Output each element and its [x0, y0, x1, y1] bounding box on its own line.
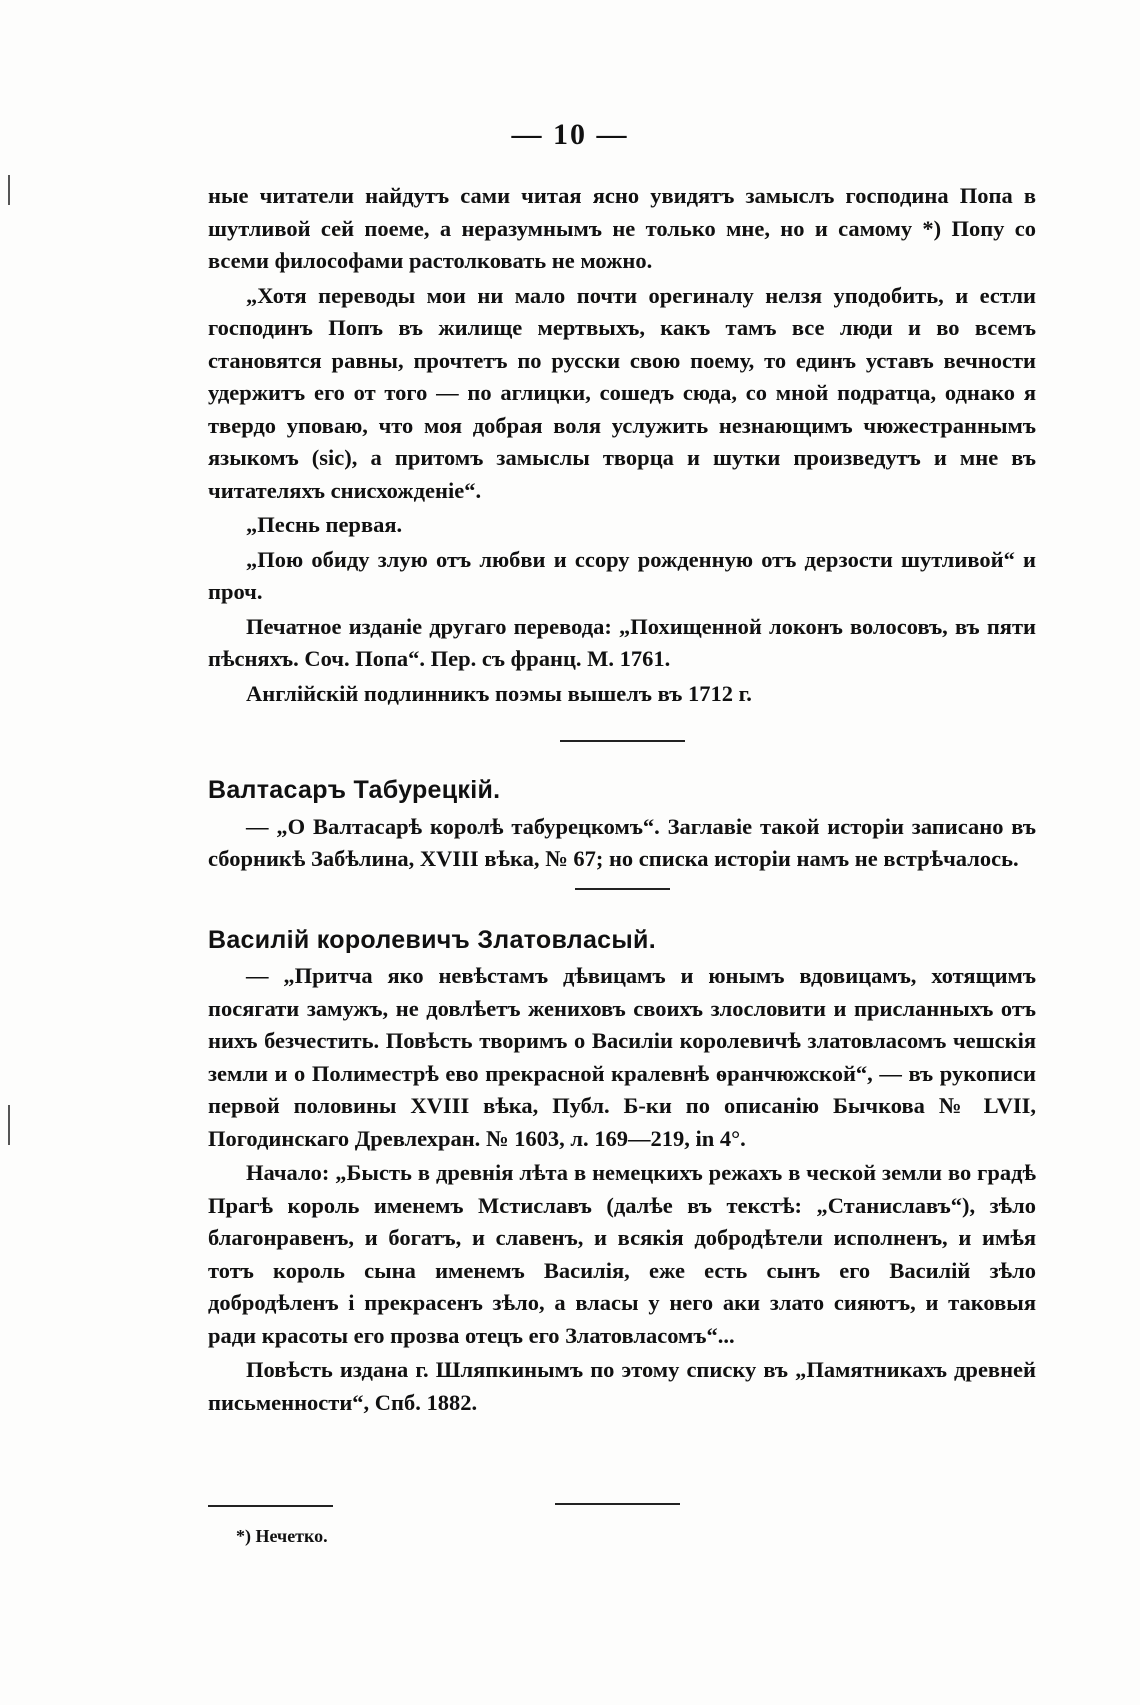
page-edge-mark [8, 1105, 10, 1145]
section-divider [560, 740, 685, 742]
body-paragraph: „Песнь первая. [246, 512, 403, 537]
section-heading: Василій королевичъ Златовласый. [208, 925, 656, 954]
page-number: — 10 — [511, 118, 629, 151]
body-paragraph: „Пою обиду злую отъ любви и ссору рожденную отъ дерзости шутливой“ и проч. [208, 546, 1036, 604]
section-divider [575, 888, 670, 890]
footnote: *) Нечетко. [236, 1526, 328, 1546]
page-edge-mark [8, 175, 10, 205]
body-paragraph: „Хотя переводы мои ни мало почти орегиналу нелзя уподобить, и естли господинъ Попъ въ жилище мертвыхъ, какъ тамъ все люди и во всемъ становятся равны, прочтетъ по русски свою поему, то единъ уставъ вечности удержитъ его от того — по аглицки, сошедъ сюда, со мной подратца, однако я твердо уповаю, что моя добрая воля услужить незнающимъ чюжестраннымъ языкомъ (sic), а притомъ замыслы творца и шутки произведутъ и мне въ читателяхъ снисхожденіе“. [208, 282, 1036, 503]
section-paragraph: Начало: „Бысть в древнія лѣта в немецкихъ режахъ в ческой земли во градѣ Прагѣ король именемъ Мстиславъ (далѣе въ текстѣ: „Станиславъ“), зѣло благонравенъ, и богатъ, и славенъ, и всякія добродѣтели исполненъ, и имѣя тотъ король сына именемъ Василія, еже есть сынъ его Василій зѣло добродѣленъ і прекрасенъ зѣло, а власы у него аки злато сияютъ, и таковыя ради красоты его прозва отецъ его Златовласомъ“... [208, 1160, 1036, 1348]
section-paragraph: Повѣсть издана г. Шляпкинымъ по этому списку въ „Памятникахъ древней письменности“, Спб. 1882. [208, 1357, 1036, 1415]
body-paragraph: ные читатели найдутъ сами читая ясно увидятъ замыслъ господина Попа в шутливой сей поеме, а неразумнымъ не только мне, но и самому *) Попу со всеми философами растолковать не можно. [208, 183, 1036, 273]
body-paragraph: Печатное изданіе другаго перевода: „Похищенной локонъ волосовъ, въ пяти пѣсняхъ. Соч. Попа“. Пер. съ франц. М. 1761. [208, 613, 1036, 671]
section-divider [555, 1503, 680, 1505]
footnote-rule [208, 1505, 333, 1507]
section-heading: Валтасаръ Табурецкій. [208, 776, 501, 804]
body-paragraph: Англійскій подлинникъ поэмы вышелъ въ 1712 г. [246, 680, 752, 706]
section-paragraph: — „О Валтасарѣ королѣ табурецкомъ“. Заглавіе такой исторіи записано въ сборникѣ Забѣлина, XVIII вѣка, № 67; но списка исторіи намъ не встрѣчалось. [208, 813, 1036, 871]
section-paragraph: — „Притча яко невѣстамъ дѣвицамъ и юнымъ вдовицамъ, хотящимъ посягати замужъ, не довлѣетъ жениховъ своихъ злословити и присланныхъ отъ нихъ безчестить. Повѣсть творимъ о Василіи королевичѣ златовласомъ чешскія земли и о Полиместрѣ ево прекрасной кралевнѣ ѳранчюжской“, — въ рукописи первой половины XVIII вѣка, Публ. Б-ки по описанію Бычкова № LVII, Погодинскаго Древлехран. № 1603, л. 169—219, in 4°. [208, 963, 1036, 1151]
page-content [208, 180, 1036, 1421]
